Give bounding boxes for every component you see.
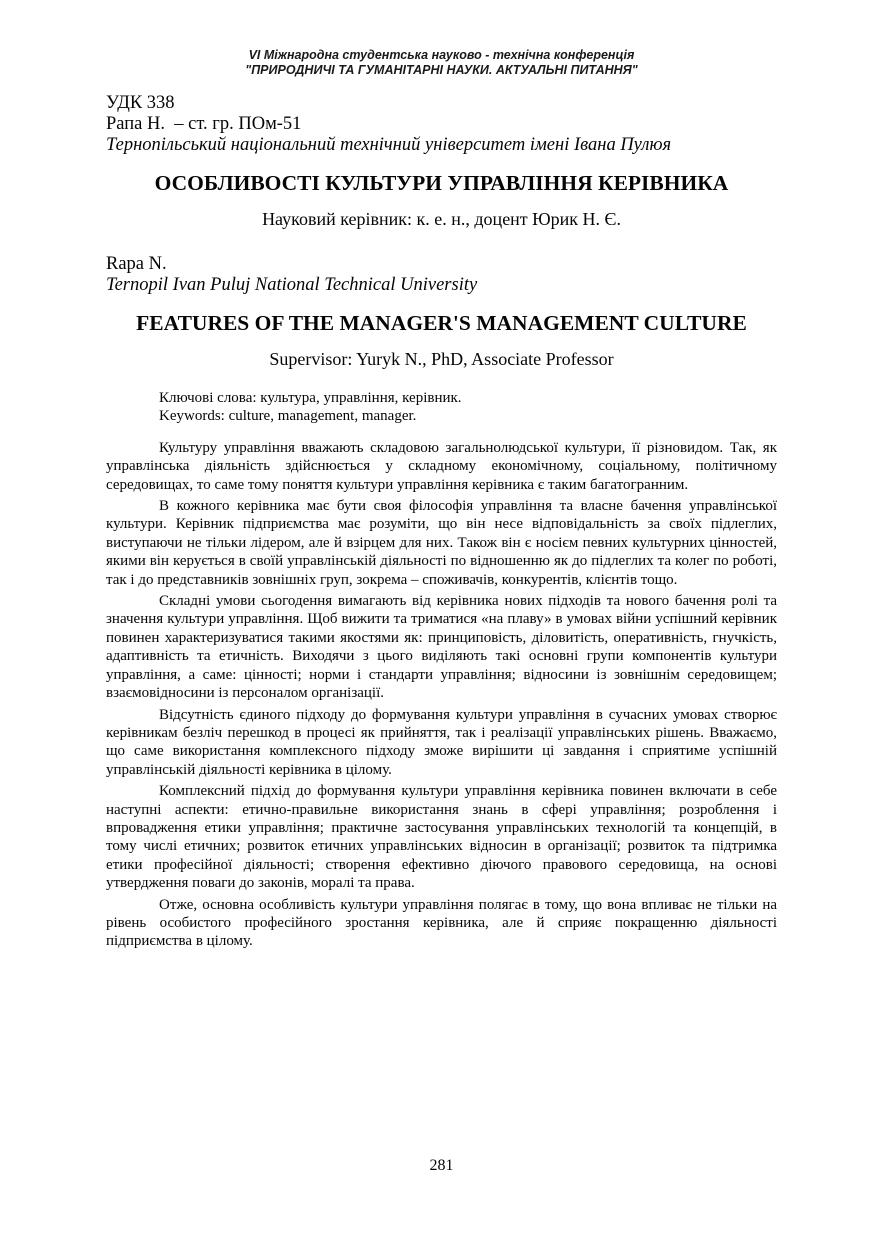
article-body bbox=[106, 439, 777, 951]
conference-header-line1: VI Міжнародна студентська науково - технічна конференція bbox=[248, 48, 635, 62]
page-number: 281 bbox=[429, 1157, 454, 1174]
heading-block-ua bbox=[106, 93, 777, 156]
conference-header-line2: "ПРИРОДНИЧІ ТА ГУМАНІТАРНІ НАУКИ. АКТУАЛЬНІ ПИТАННЯ" bbox=[245, 62, 638, 77]
article-title-ua: ОСОБЛИВОСТІ КУЛЬТУРИ УПРАВЛІННЯ КЕРІВНИКА bbox=[154, 171, 729, 195]
affiliation-ua: Тернопільський національний технічний університет імені Івана Пулюя bbox=[106, 135, 672, 155]
page-content bbox=[106, 0, 777, 954]
heading-block-en bbox=[106, 254, 777, 296]
udc-code: УДК 338 bbox=[106, 93, 175, 113]
affiliation-en: Ternopil Ivan Puluj National Technical University bbox=[106, 275, 478, 295]
author-ua: Рапа Н. – ст. гр. ПОм-51 bbox=[106, 114, 302, 134]
keywords-block bbox=[106, 389, 777, 426]
paragraph: Складні умови сьогодення вимагають від керівника нових підходів та нового бачення ролі та значення культури управління. Щоб вижити та триматися «на плаву» в умовах війни успішний керівник повинен характеризуватися такими якостями як: принциповість, діловитість, оперативність, гнучкість, адаптивність та етичність. Виходячи з цього виділяють такі основні групи компонентів культури управління, а саме: цінності; норми і стандарти управління; відносини із зовнішнім середовищем; взаємовідносини із персоналом організації. bbox=[106, 593, 777, 702]
paragraph: В кожного керівника має бути своя філософія управління та власне бачення управлінської культури. Керівник підприємства має розуміти, що він несе відповідальність за своїх підлеглих, виступаючи не тільки лідером, але й взірцем для них. Також він є носієм певних культурних цінностей, якими він керується в своїй управлінській діяльності по відношенню як до підлеглих та колег по роботі, так і до представників зовнішніх груп, зокрема – споживачів, конкурентів, клієнтів тощо. bbox=[106, 498, 777, 588]
supervisor-en: Supervisor: Yuryk N., PhD, Associate Professor bbox=[269, 349, 614, 369]
paragraph: Отже, основна особливість культури управління полягає в тому, що вона впливає не тільки на рівень особистого професійного зростання керівника, але й сприяє покращенню діяльності підприємства в цілому. bbox=[106, 896, 777, 950]
paragraph: Культуру управління вважають складовою загальнолюдської культури, її різновидом. Так, як управлінська діяльність здійснюється у складному економічному, соціальному, політичному середовищах, то саме тому поняття культури управління керівника є таким багатогранним. bbox=[106, 439, 777, 493]
article-title-en: FEATURES OF THE MANAGER'S MANAGEMENT CULTURE bbox=[136, 311, 747, 335]
conference-header bbox=[106, 48, 777, 77]
keywords-ua: Ключові слова: культура, управління, керівник. bbox=[159, 390, 462, 406]
supervisor-ua: Науковий керівник: к. е. н., доцент Юрик Н. Є. bbox=[262, 209, 621, 229]
keywords-en: Keywords: culture, management, manager. bbox=[159, 408, 417, 425]
paragraph: Комплексний підхід до формування культури управління керівника повинен включати в себе наступні аспекти: етично-правильне використання знань в сфері управління; розроблення і впровадження етики управління; практичне застосування управлінських технологій та концепцій, в тому числі етичних; розвиток етичних управлінських відносин в організації; розвиток та підтримка етики професійної діяльності; створення ефективно діючого правового середовища, на основі утвердження поваги до законів, моралі та права. bbox=[106, 783, 777, 892]
paragraph: Відсутність єдиного підходу до формування культури управління в сучасних умовах створює керівникам безліч перешкод в процесі як прийняття, так і реалізації управлінських рішень. Вважаємо, що саме використання комплексного підходу зможе вирішити ці завдання і сприятиме успішній управлінській діяльності керівника в цілому. bbox=[106, 706, 777, 778]
author-en: Rapa N. bbox=[106, 254, 167, 274]
